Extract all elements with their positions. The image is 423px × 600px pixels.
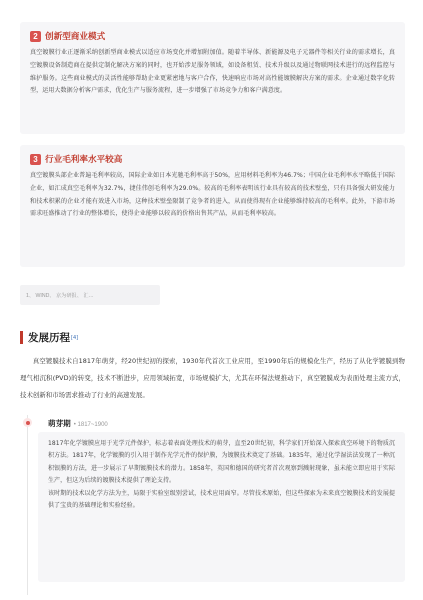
phase-heading: [48, 418, 108, 429]
source-note[interactable]: [20, 285, 160, 305]
section-heading: [30, 30, 395, 42]
section-heading: [30, 153, 395, 165]
section-title: 创新型商业模式: [45, 32, 106, 42]
phase-summary: 该时期的技术以化学方法为主，局限于实验室级别尝试，技术应用面窄。尽管技术原始，但这些探索为未来真空镀膜技术的发展提供了宝贵的基础理论和实验经验。: [48, 489, 395, 510]
history-title: 发展历程: [28, 332, 70, 344]
history-intro: [20, 353, 405, 404]
phase-card: [38, 432, 405, 582]
phase-name: 萌芽期: [48, 419, 71, 428]
section-card-gross-margin: [20, 145, 405, 267]
section-body: 真空镀膜行业正逐渐采纳创新型商业模式以适应市场变化并增加附加值。随着半导体、新能源及电子元器件等相关行业的需求增长，真空镀膜设备制造商在提供定制化解决方案的同时，也开始涉足服务领域，如设备租赁、技术升级以及通过物联网技术进行的远程监控与维护服务。这些商业模式的灵活性能够帮助企业更紧密地与客户合作，快速响应市场对高性能镀膜解决方案的需求。企业通过数字化转型，运用大数据分析客户需求，优化生产与服务流程，进一步增强了市场竞争力和客户满意度。: [30, 49, 395, 95]
timeline-line: [27, 415, 28, 595]
section-number-badge: 3: [30, 154, 41, 165]
phase-years: • 1817~1900: [73, 422, 108, 428]
section-title: 行业毛利率水平较高: [45, 155, 123, 165]
phase-body: 1817年化学镀膜应用于光学元件保护，标志着表面处理技术的萌芽，直至20世纪初，科学家们开始深入探索真空环境下的物质沉积方法。1817年，化学镀膜的引入用于制作光学元件的保护膜，为镀膜技术奠定了基础。1835年，通过化学湿法法发现了一种沉积银膜的方法，进一步展示了早期镀膜技术的潜力。1858年，英国和德国的研究者首次观察到溅射现象，虽未能立即应用于实际生产，但这为后续的镀膜技术提供了理论支持。: [48, 440, 395, 485]
source-text: 1、 WIND、 京为研报、 汇…: [26, 292, 94, 299]
heading-accent-bar: [20, 331, 23, 344]
section-number-badge: 2: [30, 31, 41, 42]
history-heading: [20, 330, 78, 345]
citation-link[interactable]: [4]: [71, 334, 79, 341]
section-card-business-model: [20, 22, 405, 134]
section-body: 真空镀膜头部企业普遍毛利率较高，国际企业如日本光驰毛利率高于50%，应用材料毛利率为46.7%；中国企业毛利率水平略低于国际企业，如汇成真空毛利率为32.7%，捷佳伟创毛利率为29.0%。较高的毛利率表明该行业具有较高的技术壁垒，只有具备强大研发能力和技术积累的企业才能有效进入市场，这种技术壁垒限制了竞争者的进入，从而使得现有企业能够维持较高的毛利率。此外，下游市场需求旺盛推动了行业的整体增长，使得企业能够以较高的价格出售其产品，从而毛利率较高。: [30, 172, 395, 218]
history-intro-text: 真空镀膜技术自1817年萌芽，经20世纪初的探索，1930年代首次工业应用，至1990年后的规模化生产，经历了从化学镀膜到物理气相沉积(PVD)的转变，技术不断进步，应用领域拓宽，市场规模扩大，尤其在环保法规推动下，真空镀膜成为表面处理主流方式，技术创新和市场需求推动了行业的高速发展。: [20, 357, 405, 399]
timeline-dot-icon: [23, 418, 32, 427]
